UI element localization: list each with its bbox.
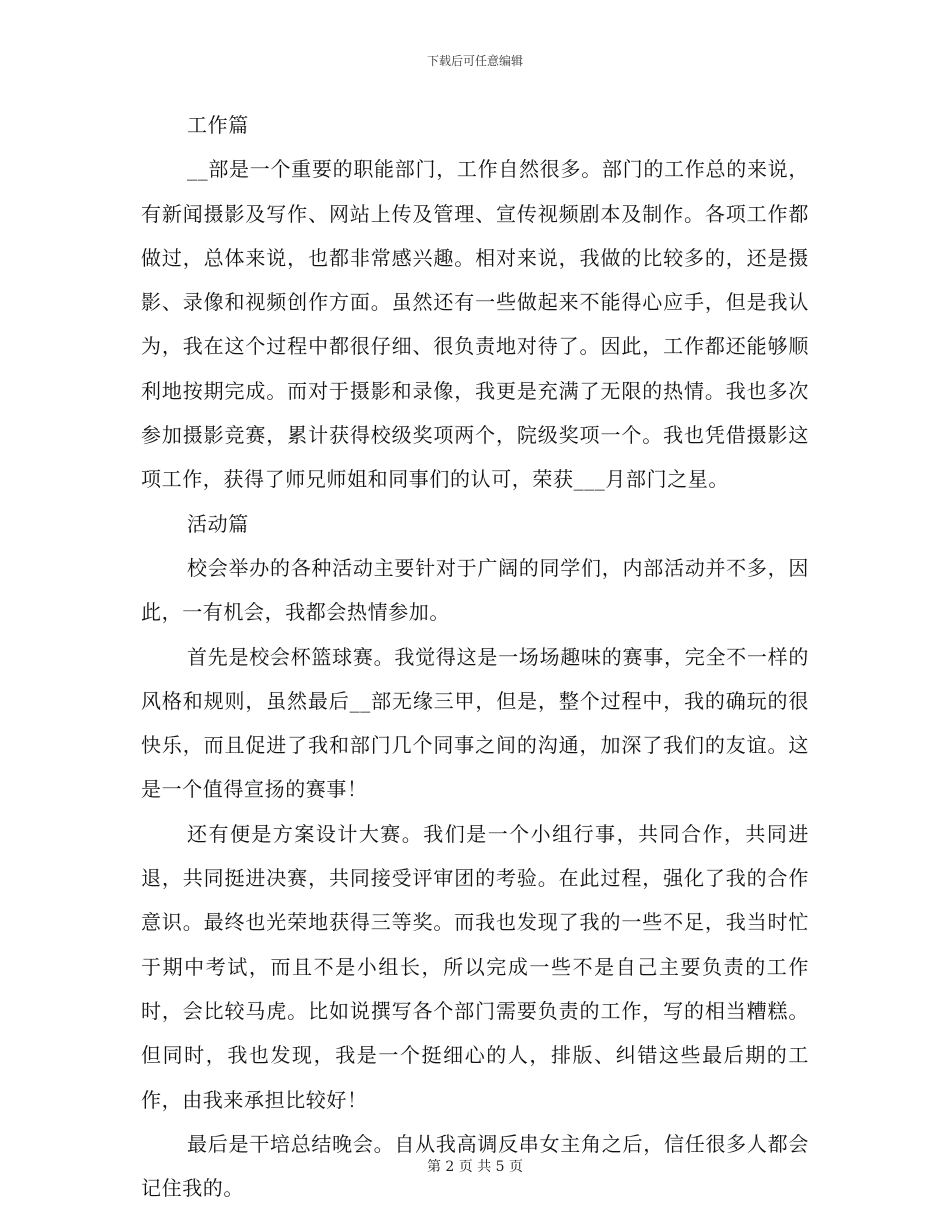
section-heading-activities: 活动篇	[187, 511, 249, 536]
paragraph-activities-intro: 校会举办的各种活动主要针对于广阔的同学们，内部活动并不多，因此，一有机会，我都会热情参加。	[141, 555, 809, 625]
page-number: 第 2 页 共 5 页	[426, 1159, 524, 1175]
document-body	[141, 103, 809, 1210]
section-heading-work: 工作篇	[187, 113, 249, 137]
paragraph-basketball: 首先是校会杯篮球赛。我觉得这是一场场趣味的赛事，完全不一样的风格和规则，虽然最后__部无缘三甲，但是，整个过程中，我的确玩的很快乐，而且促进了我和部门几个同事之间的沟通，加深了我们的友谊。这是一个值得宣扬的赛事！	[141, 644, 809, 802]
paragraph-design-contest: 还有便是方案设计大赛。我们是一个小组行事，共同合作，共同进退，共同挺进决赛，共同接受评审团的考验。在此过程，强化了我的合作意识。最终也光荣地获得三等奖。而我也发现了我的一些不足，我当时忙于期中考试，而且不是小组长，所以完成一些不是自己主要负责的工作时，会比较马虎。比如说撰写各个部门需要负责的工作，写的相当糟糕。但同时，我也发现，我是一个挺细心的人，排版、纠错这些最后期的工作，由我来承担比较好！	[141, 821, 809, 1112]
page-header: 下载后可任意编辑	[426, 54, 523, 68]
paragraph-work: __部是一个重要的职能部门，工作自然很多。部门的工作总的来说，有新闻摄影及写作、网站上传及管理、宣传视频剧本及制作。各项工作都做过，总体来说，也都非常感兴趣。相对来说，我做的比较多的，还是摄影、录像和视频创作方面。虽然还有一些做起来不能得心应手，但是我认为，我在这个过程中都很仔细、很负责地对待了。因此，工作都还能够顺利地按期完成。而对于摄影和录像，我更是充满了无限的热情。我也多次参加摄影竞赛，累计获得校级奖项两个，院级奖项一个。我也凭借摄影这项工作，获得了师兄师姐和同事们的认可，荣获___月部门之星。	[141, 157, 809, 492]
paragraph-summary-party: 最后是干培总结晚会。自从我高调反串女主角之后，信任很多人都会记住我的。	[141, 1131, 809, 1201]
